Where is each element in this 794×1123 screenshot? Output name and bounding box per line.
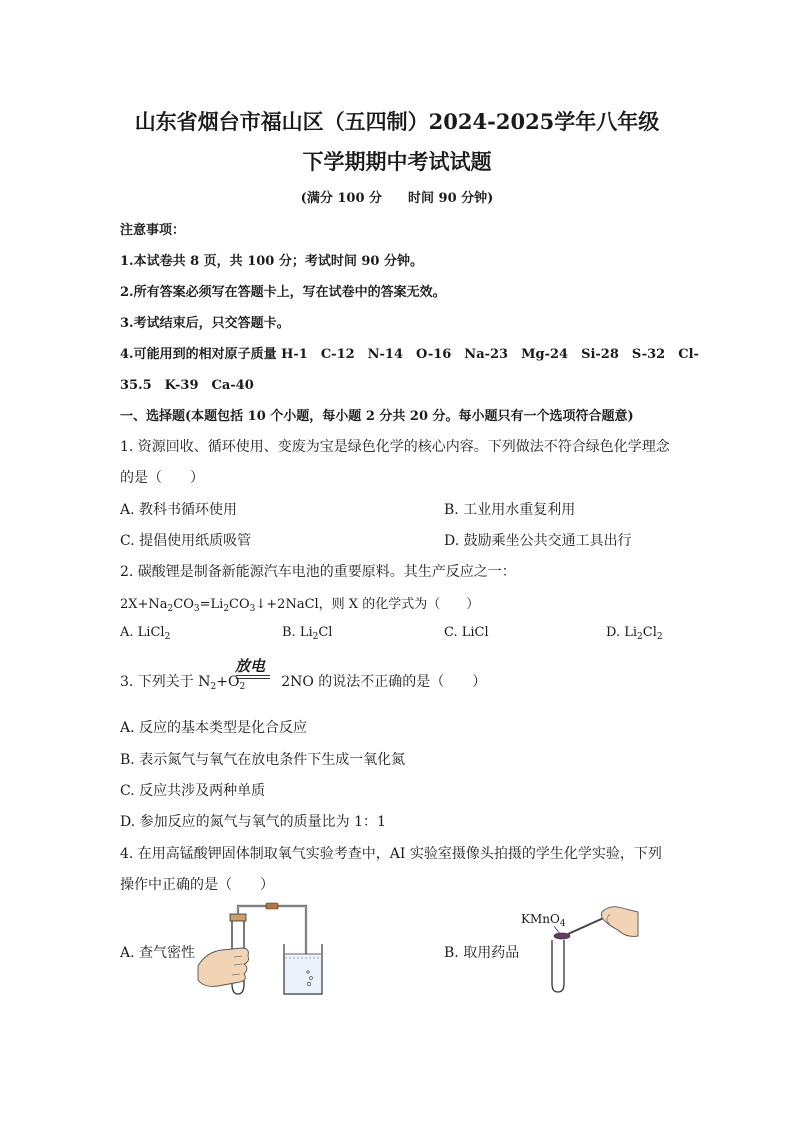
question-1-stem: 1. 资源回收、循环使用、变废为宝是绿色化学的核心内容。下列做法不符合绿色化学理念 <box>120 439 670 455</box>
question-2-option-c: C. LiCl <box>444 625 489 640</box>
question-3-option-a: A. 反应的基本类型是化合反应 <box>120 720 308 736</box>
question-4-stem-cont: 操作中正确的是（ ） <box>120 877 274 893</box>
question-2-option-d: D. $Li_2Cl_2$ <box>606 625 663 642</box>
page-subtitle: (满分 100 分 时间 90 分钟) <box>300 191 494 206</box>
question-4-option-a: A. 查气密性 <box>120 945 196 961</box>
question-4-stem: 4. 在用高锰酸钾固体制取氧气实验考查中，AI 实验室摄像头拍摄的学生化学实验，下列 <box>120 846 662 862</box>
reaction-condition: 放电 <box>235 657 266 675</box>
question-1-option-c: C. 提倡使用纸质吸管 <box>120 533 252 549</box>
question-1-stem-cont: 的是（ ） <box>120 470 204 486</box>
reaction-arrow-line <box>236 678 270 679</box>
question-3-option-c: C. 反应共涉及两种单质 <box>120 783 266 799</box>
airtightness-check-illustration <box>196 900 326 998</box>
reagent-taking-illustration <box>540 900 640 995</box>
note-4-line2: 35.5 K-39 Ca-40 <box>120 378 254 393</box>
kmno4-label: KMnO$_4$ <box>521 912 566 929</box>
question-1-option-a: A. 教科书循环使用 <box>120 502 238 518</box>
notes-heading: 注意事项： <box>120 223 186 238</box>
reaction-arrow-line <box>236 675 270 676</box>
note-2: 2.所有答案必须写在答题卡上，写在试卷中的答案无效。 <box>120 285 446 300</box>
question-1-option-d: D. 鼓励乘坐公共交通工具出行 <box>444 533 632 549</box>
section-heading: 一、选择题(本题包括 10 个小题，每小题 2 分共 20 分。每小题只有一个选项符合题意) <box>120 409 634 424</box>
question-4-option-b: B. 取用药品 <box>444 945 520 961</box>
question-3-option-d: D. 参加反应的氮气与氧气的质量比为 1：1 <box>120 814 386 830</box>
page-title-line1: 山东省烟台市福山区（五四制）2024-2025学年八年级 <box>134 109 660 134</box>
question-2-option-b: B. $Li_2Cl$ <box>282 625 333 642</box>
question-2-stem: 2. 碳酸锂是制备新能源汽车电池的重要原料。其生产反应之一： <box>120 564 516 580</box>
question-1-option-b: B. 工业用水重复利用 <box>444 502 576 518</box>
note-4-line1: 4.可能用到的相对原子质量 H-1 C-12 N-14 O-16 Na-23 Mg-24 Si-28 S-32 Cl- <box>120 347 699 362</box>
question-2-equation: $2X+Na_2CO_3=Li_2CO_3↓+2NaCl$，则 X 的化学式为（ ） <box>120 597 480 614</box>
question-3-stem: 3. 下列关于 $N_2+O_2$ 2NO 的说法不正确的是（ ） <box>120 674 487 692</box>
question-3-option-b: B. 表示氮气与氧气在放电条件下生成一氧化氮 <box>120 752 406 768</box>
question-2-option-a: A. LiCl$_2$ <box>120 625 171 642</box>
note-3: 3.考试结束后，只交答题卡。 <box>120 316 290 331</box>
note-1: 1.本试卷共 8 页，共 100 分；考试时间 90 分钟。 <box>120 254 423 269</box>
page-title-line2: 下学期期中考试试题 <box>302 149 492 174</box>
